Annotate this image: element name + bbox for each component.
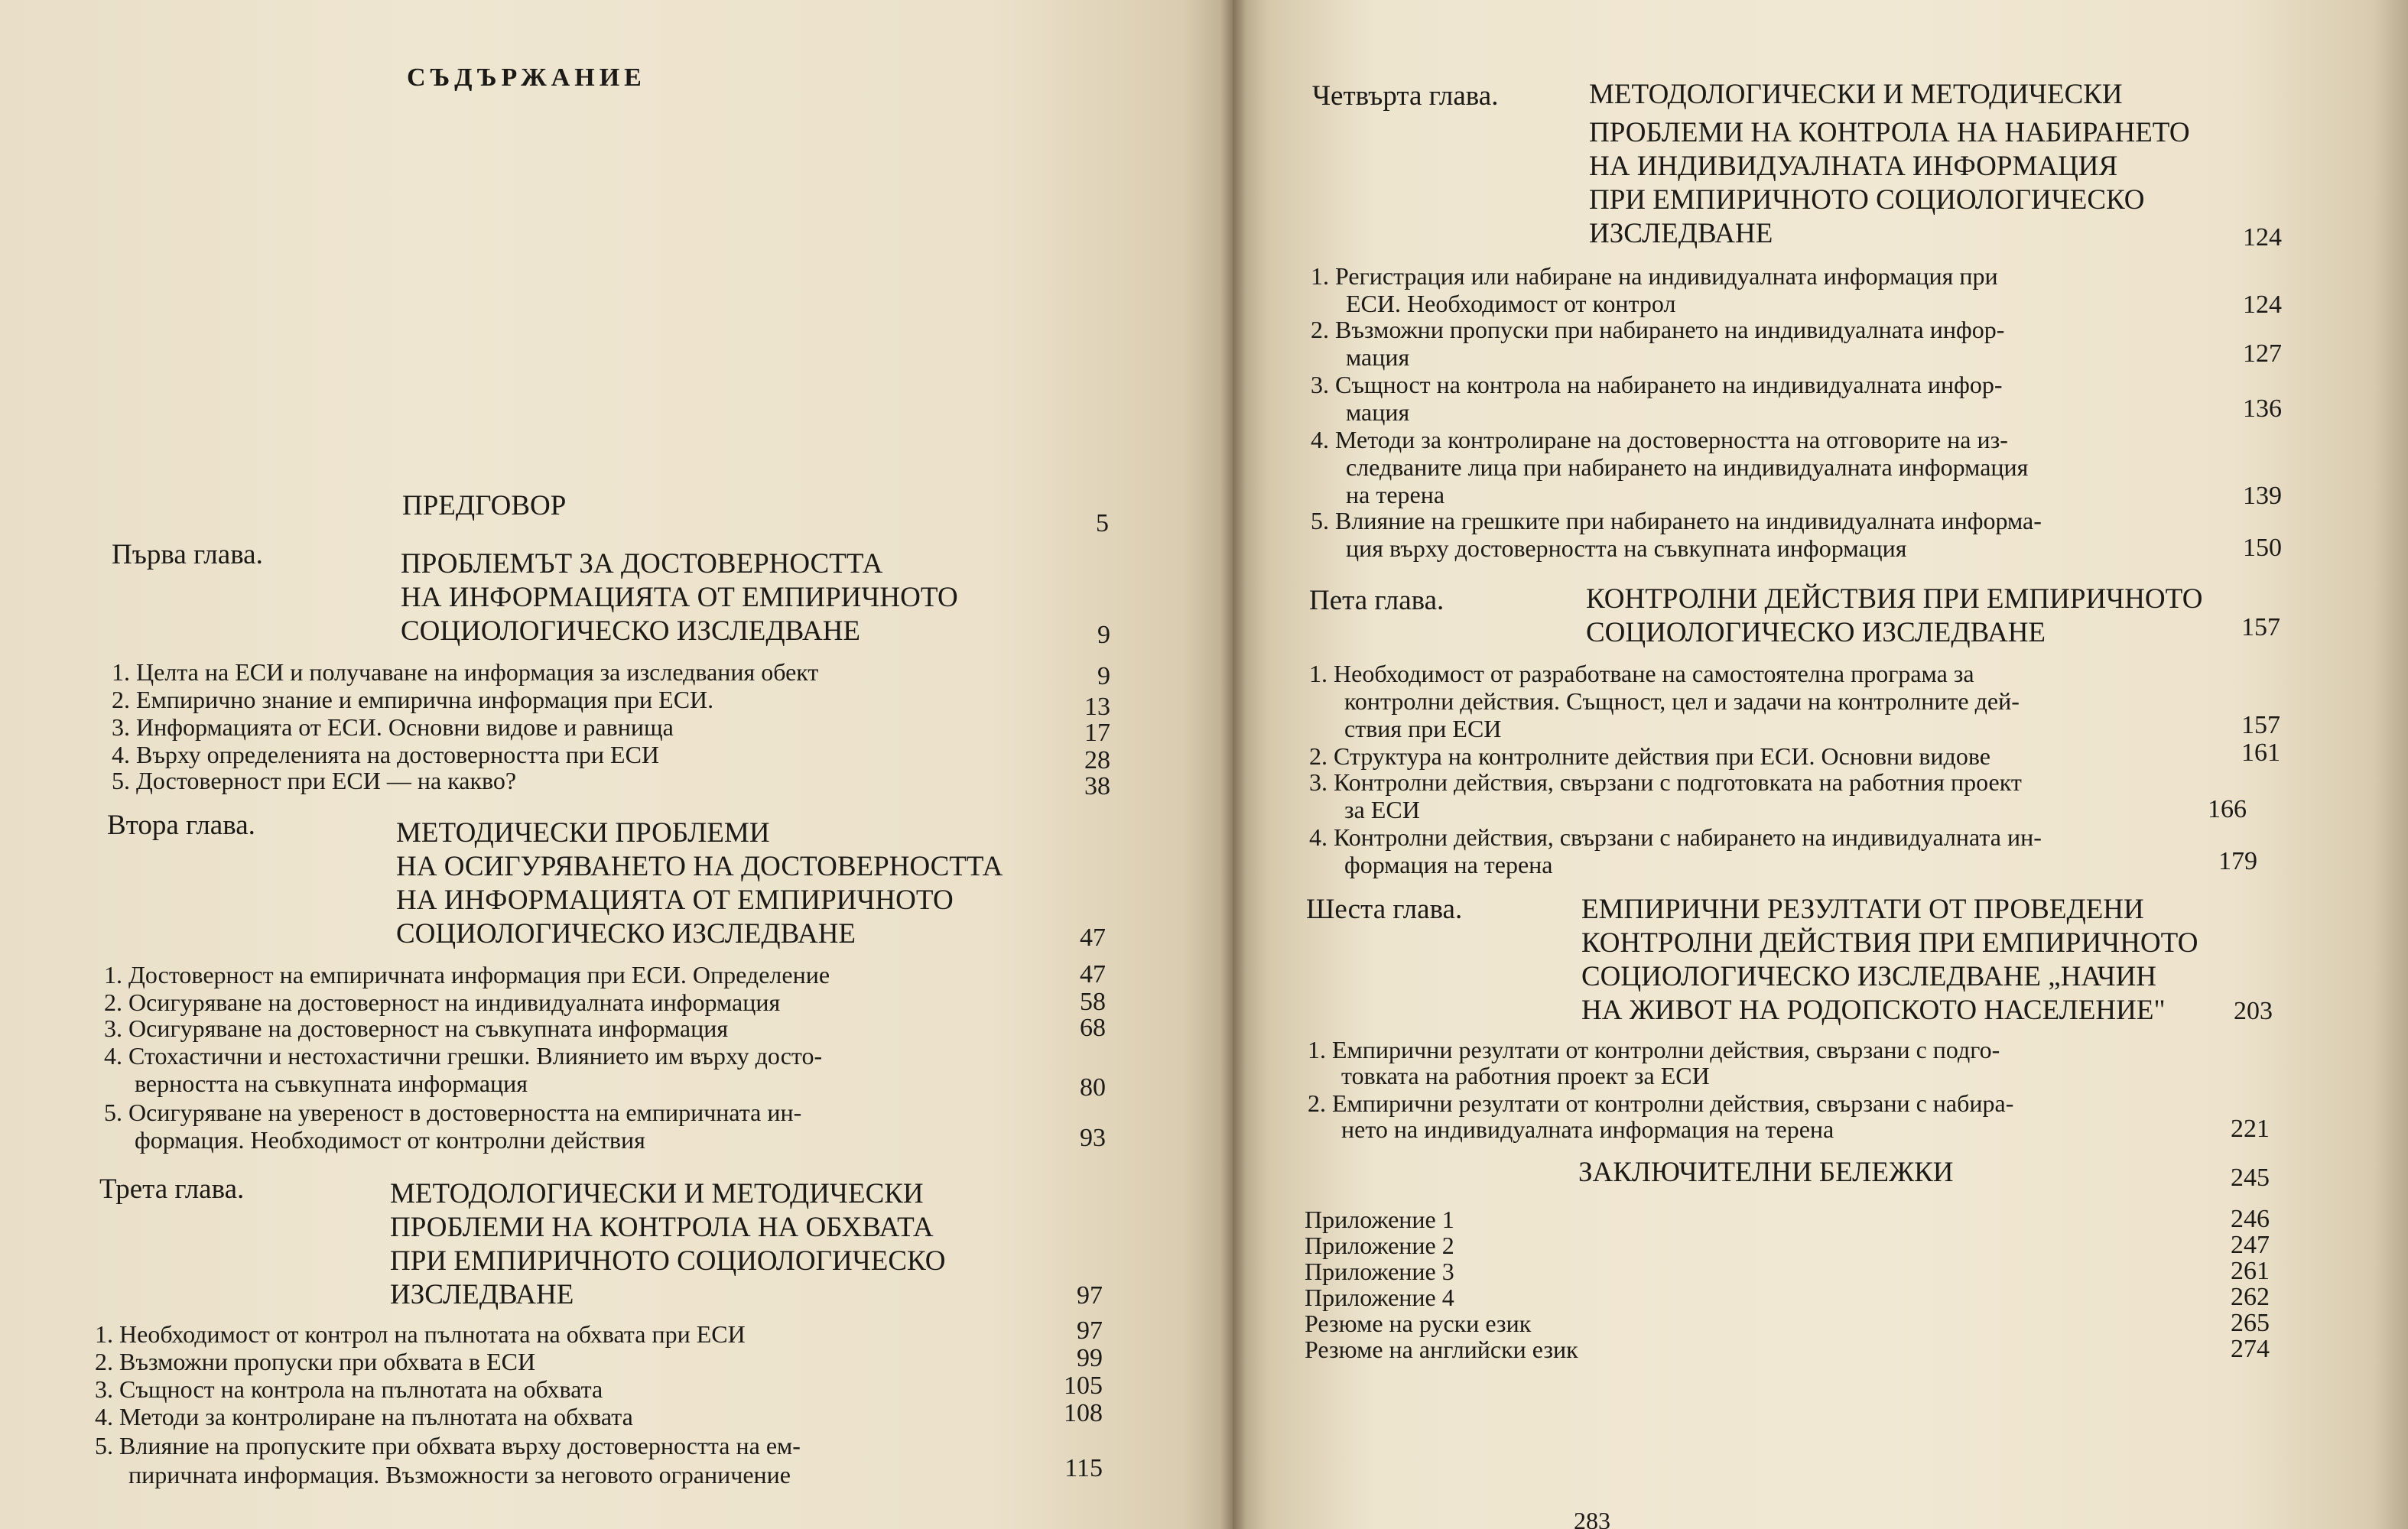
section-page: 17 [1084,719,1110,747]
chapter-title-line: МЕТОДОЛОГИЧЕСКИ И МЕТОДИЧЕСКИ [390,1178,924,1209]
chapter-title-line: МЕТОДОЛОГИЧЕСКИ И МЕТОДИЧЕСКИ [1589,79,2123,110]
section-line: 1. Емпирични резултати от контролни действия, свързани с подго- [1308,1036,2000,1063]
section-line: 4. Методи за контролиране на достоверността на отговорите на из- [1311,426,2008,453]
section-line: 3. Същност на контрола на набирането на индивидуалната инфор- [1311,371,2003,398]
appendix-page: 274 [2231,1335,2270,1363]
chapter-title-line: ИЗСЛЕДВАНЕ [1589,218,1773,249]
chapter-title-line: КОНТРОЛНИ ДЕЙСТВИЯ ПРИ ЕМПИРИЧНОТО [1586,583,2203,615]
chapter-title-line: СОЦИОЛОГИЧЕСКО ИЗСЛЕДВАНЕ [396,918,856,950]
section-line: 5. Осигуряване на увереност в достоверността на емпиричната ин- [104,1099,802,1126]
chapter-label: Четвърта глава. [1312,80,1499,112]
section-line: 5. Влияние на грешките при набирането на индивидуалната информа- [1311,507,2042,534]
section-line: 4. Върху определенията на достоверността при ЕСИ [112,741,660,768]
appendix-page: 246 [2231,1205,2270,1233]
section-line: верността на съвкупната информация [135,1070,528,1097]
section-line: 2. Емпирични резултати от контролни действия, свързани с набира- [1308,1089,2014,1117]
section-page: 28 [1084,746,1110,774]
chapter-page: 97 [1077,1281,1103,1310]
section-line: ЕСИ. Необходимост от контрол [1346,290,1676,317]
chapter-title-line: НА ИНФОРМАЦИЯТА ОТ ЕМПИРИЧНОТО [401,582,958,613]
appendix-label: Резюме на английски език [1305,1336,1578,1363]
section-page: 80 [1080,1073,1106,1102]
chapter-page: 47 [1080,924,1106,952]
appendix-label: Приложение 3 [1305,1258,1454,1285]
section-line: на терена [1346,481,1445,508]
section-line: за ЕСИ [1344,796,1420,823]
section-line: пиричната информация. Възможности за неговото ограничение [128,1461,791,1488]
section-page: 68 [1080,1014,1106,1042]
section-line: 3. Същност на контрола на пълнотата на обхвата [95,1375,603,1403]
chapter-title-line: ИЗСЛЕДВАНЕ [390,1279,574,1310]
section-page: 115 [1064,1454,1103,1482]
section-page: 179 [2218,847,2257,875]
chapter-title-line: ПРОБЛЕМИ НА КОНТРОЛА НА ОБХВАТА [390,1212,934,1243]
section-line: 1. Необходимост от разработване на самостоятелна програма за [1309,660,1974,687]
appendix-page: 262 [2231,1283,2270,1311]
chapter-title-line: ЕМПИРИЧНИ РЕЗУЛТАТИ ОТ ПРОВЕДЕНИ [1581,894,2144,925]
chapter-title-line: МЕТОДИЧЕСКИ ПРОБЛЕМИ [396,817,770,849]
section-page: 157 [2241,711,2280,739]
book-gutter [1220,0,1246,1529]
section-page: 58 [1080,988,1106,1016]
chapter-title-line: СОЦИОЛОГИЧЕСКО ИЗСЛЕДВАНЕ [1586,617,2046,648]
section-line: 2. Възможни пропуски при набирането на индивидуалната инфор- [1311,316,2005,343]
section-page: 136 [2243,394,2282,423]
section-line: контролни действия. Същност, цел и задачи на контролните дей- [1344,687,2020,715]
appendix-label: Приложение 1 [1305,1206,1454,1233]
chapter-title-line: ПРИ ЕМПИРИЧНОТО СОЦИОЛОГИЧЕСКО [390,1245,946,1277]
section-page: 38 [1084,772,1110,800]
section-line: 3. Информацията от ЕСИ. Основни видове и равнища [112,713,674,741]
section-line: формация. Необходимост от контролни действия [135,1126,645,1154]
appendix-page: 265 [2231,1309,2270,1337]
section-line: формация на терена [1344,851,1553,878]
section-line: 1. Необходимост от контрол на пълнотата на обхвата при ЕСИ [95,1320,746,1348]
section-line: нето на индивидуалната информация на терена [1341,1115,1834,1143]
page-number: 283 [1574,1507,1610,1529]
section-line: товката на работния проект за ЕСИ [1341,1062,1710,1089]
section-page: 161 [2241,739,2280,767]
section-page: 221 [2231,1115,2270,1143]
section-page: 124 [2243,291,2282,319]
section-page: 150 [2243,534,2282,562]
section-line: 2. Възможни пропуски при обхвата в ЕСИ [95,1348,536,1375]
chapter-page: 124 [2243,223,2282,252]
chapter-title-line: КОНТРОЛНИ ДЕЙСТВИЯ ПРИ ЕМПИРИЧНОТО [1581,927,2198,959]
section-page: 13 [1084,693,1110,721]
section-page: 47 [1080,960,1106,988]
chapter-label: Трета глава. [99,1174,245,1205]
appendix-page: 247 [2231,1231,2270,1259]
appendix-label: Резюме на руски език [1305,1310,1532,1337]
section-line: ствия при ЕСИ [1344,715,1502,742]
section-line: ция върху достоверността на съвкупната информация [1346,534,1907,562]
toc-title: СЪДЪРЖАНИЕ [407,63,646,92]
chapter-title-line: СОЦИОЛОГИЧЕСКО ИЗСЛЕДВАНЕ [401,615,861,647]
right-page [1233,0,2408,1529]
section-line: 3. Контролни действия, свързани с подготовката на работния проект [1309,768,2022,796]
section-line: 4. Стохастични и нестохастични грешки. Влиянието им върху досто- [104,1042,823,1070]
section-line: мация [1346,343,1410,371]
chapter-title-line: НА ЖИВОТ НА РОДОПСКОТО НАСЕЛЕНИЕ" [1581,995,2166,1026]
chapter-title-line: НА ИНФОРМАЦИЯТА ОТ ЕМПИРИЧНОТО [396,885,954,916]
chapter-title-line: НА ОСИГУРЯВАНЕТО НА ДОСТОВЕРНОСТТА [396,851,1003,882]
section-page: 99 [1077,1344,1103,1372]
section-line: 5. Достоверност при ЕСИ — на какво? [112,767,517,794]
chapter-label: Втора глава. [107,810,255,841]
chapter-label: Шеста глава. [1306,894,1463,925]
section-line: следваните лица при набирането на индивидуалната информация [1346,453,2029,481]
chapter-label: Пета глава. [1309,585,1444,616]
section-line: 4. Методи за контролиране на пълнотата на обхвата [95,1403,633,1430]
appendix-label: Приложение 4 [1305,1284,1454,1311]
section-line: 2. Структура на контролните действия при ЕСИ. Основни видове [1309,742,1990,770]
chapter-label: Първа глава. [112,539,263,570]
section-line: 1. Регистрация или набиране на индивидуалната информация при [1311,262,1998,290]
chapter-title-line: СОЦИОЛОГИЧЕСКО ИЗСЛЕДВАНЕ „НАЧИН [1581,961,2157,992]
section-page: 93 [1080,1124,1106,1152]
section-page: 97 [1077,1316,1103,1345]
chapter-title-line: ПРОБЛЕМИ НА КОНТРОЛА НА НАБИРАНЕТО [1589,117,2190,148]
section-line: 1. Целта на ЕСИ и получаване на информация за изследвания обект [112,658,819,686]
appendix-page: 261 [2231,1257,2270,1285]
chapter-title-line: ПРИ ЕМПИРИЧНОТО СОЦИОЛОГИЧЕСКО [1589,184,2145,216]
section-page: 105 [1064,1372,1103,1400]
section-line: 1. Достоверност на емпиричната информация при ЕСИ. Определение [104,961,830,988]
preface-page: 5 [1096,509,1109,537]
section-line: 5. Влияние на пропуските при обхвата върху достоверността на ем- [95,1432,801,1459]
chapter-page: 203 [2234,997,2273,1025]
closing-page: 245 [2231,1164,2270,1192]
section-line: 2. Емпирично знание и емпирична информация при ЕСИ. [112,686,714,713]
section-page: 166 [2208,795,2247,823]
chapter-page: 9 [1097,621,1110,649]
section-line: 2. Осигуряване на достоверност на индивидуалната информация [104,988,781,1016]
section-line: 4. Контролни действия, свързани с набирането на индивидуалната ин- [1309,823,2042,851]
section-page: 127 [2243,339,2282,368]
closing-label: ЗАКЛЮЧИТЕЛНИ БЕЛЕЖКИ [1578,1157,1954,1188]
chapter-title-line: НА ИНДИВИДУАЛНАТА ИНФОРМАЦИЯ [1589,151,2118,182]
section-page: 108 [1064,1399,1103,1427]
section-line: мация [1346,398,1410,426]
chapter-title-line: ПРОБЛЕМЪТ ЗА ДОСТОВЕРНОСТТА [401,548,883,579]
section-page: 9 [1097,662,1110,690]
preface-label: ПРЕДГОВОР [402,490,567,521]
appendix-label: Приложение 2 [1305,1232,1454,1259]
section-page: 139 [2243,482,2282,510]
chapter-page: 157 [2241,613,2280,641]
section-line: 3. Осигуряване на достоверност на съвкупната информация [104,1014,729,1042]
